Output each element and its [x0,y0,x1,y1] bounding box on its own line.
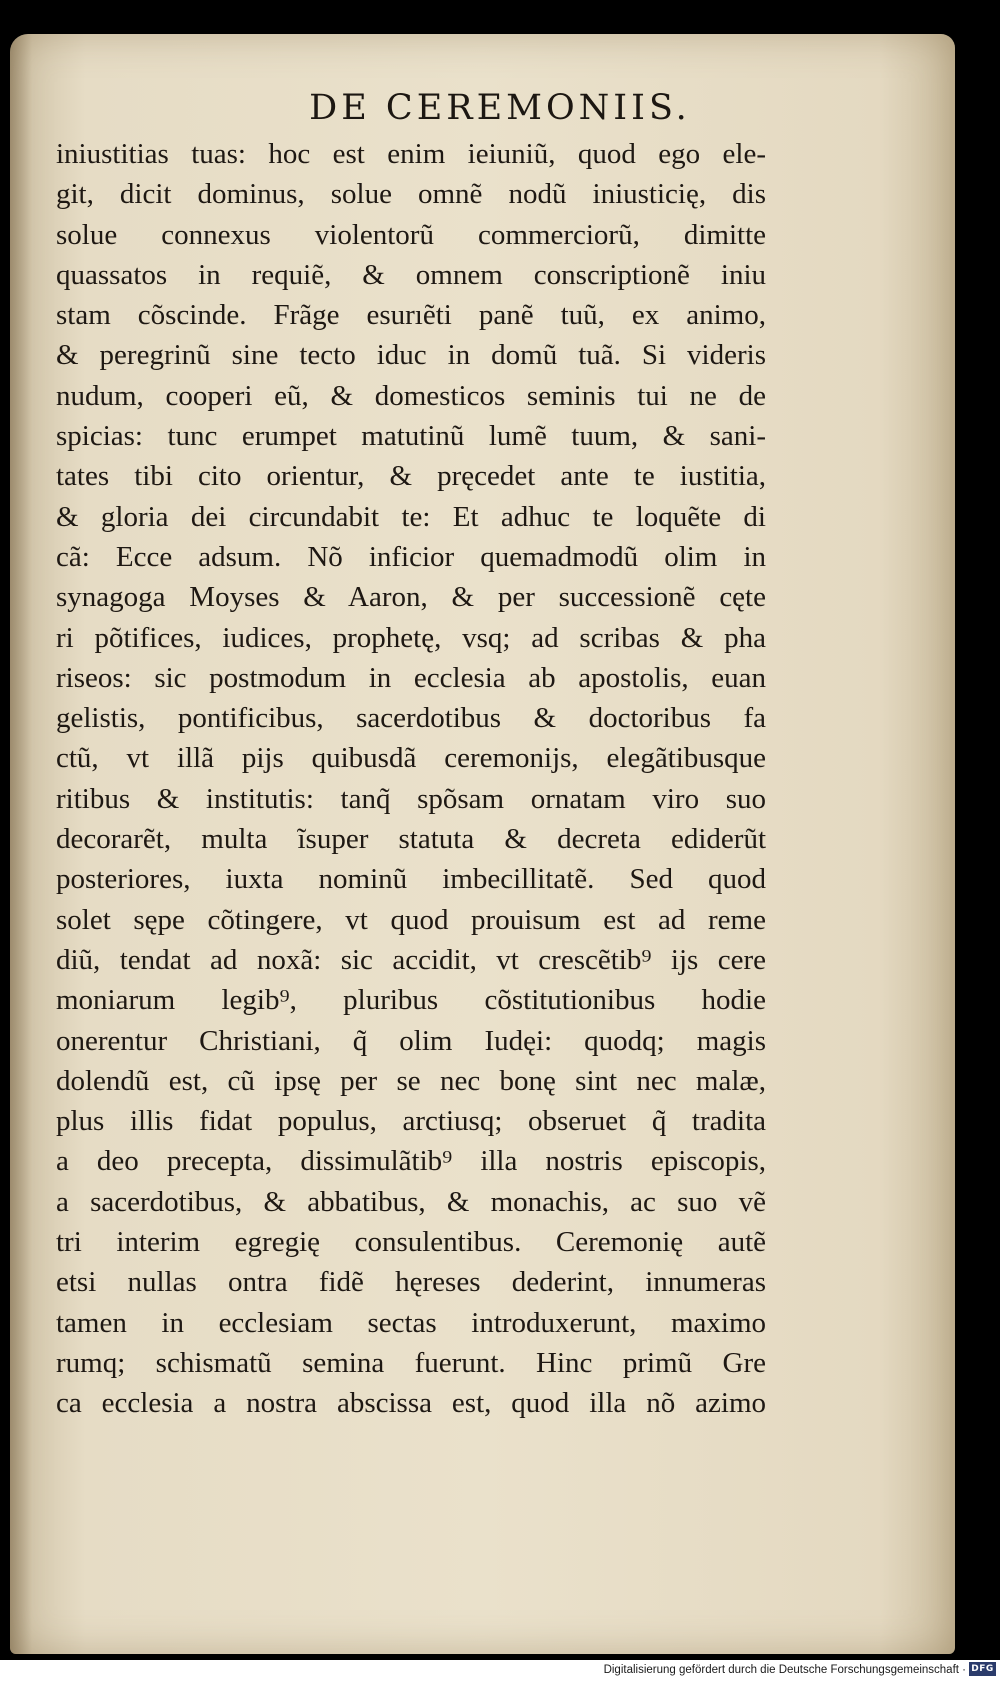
text-line: ca ecclesia a nostra abscissa est, quod illa nõ azimo [56,1387,766,1420]
text-line: a sacerdotibus, & abbatibus, & monachis, ac suo vẽ [56,1185,766,1218]
text-line: solet sępe cõtingere, vt quod prouisum est ad reme [56,903,766,936]
running-head-text: DE CEREMONIIS. [309,88,691,128]
text-line: nudum, cooperi eũ, & domesticos seminis tui ne de [56,379,766,412]
page-gutter-shadow [10,34,32,1654]
text-line: tamen in ecclesiam sectas introduxerunt, maximo [56,1306,766,1339]
text-line: ctũ, vt illã pijs quibusdã ceremonijs, elegãtibusque [56,742,766,775]
running-head [0,88,1000,128]
text-line: diũ, tendat ad noxã: sic accidit, vt crescẽtib⁹ ijs cere [56,943,766,976]
funding-credit: Digitalisierung gefördert durch die Deutsche Forschungsgemeinschaft · [603,1664,966,1676]
text-line: a deo precepta, dissimulãtib⁹ illa nostris episcopis, [56,1145,766,1178]
text-line: moniarum legib⁹, pluribus cõstitutionibus hodie [56,984,766,1017]
text-line: tates tibi cito orientur, & pręcedet ante te iustitia, [56,460,766,493]
text-line: decorarẽt, multa ĩsuper statuta & decreta ediderũt [56,823,766,856]
text-line: & peregrinũ sine tecto iduc in domũ tuã. Si videris [56,339,766,372]
text-line: stam cõscinde. Frãge esurıẽti panẽ tuũ, ex animo, [56,299,766,332]
text-line: ri põtifices, iudices, prophetę, vsq; ad scribas & pha [56,621,766,654]
text-line: gelistis, pontificibus, sacerdotibus & doctoribus fa [56,702,766,735]
text-line: spicias: tunc erumpet matutinũ lumẽ tuum, & sani- [56,420,766,453]
text-line: synagoga Moyses & Aaron, & per successionẽ cęte [56,581,766,614]
text-line: etsi nullas ontra fidẽ hęreses dederint, innumeras [56,1266,766,1299]
text-line: dolendũ est, cũ ipsę per se nec bonę sint nec malæ, [56,1064,766,1097]
text-line: & gloria dei circundabit te: Et adhuc te loquẽte di [56,500,766,533]
text-line: posteriores, iuxta nominũ imbecillitatẽ. Sed quod [56,863,766,896]
text-line: cã: Ecce adsum. Nõ inficior quemadmodũ olim in [56,540,766,573]
text-line: tri interim egregię consulentibus. Ceremonię autẽ [56,1226,766,1259]
text-line: ritibus & institutis: tanq̃ spõsam ornatam viro suo [56,782,766,815]
text-line: onerentur Christiani, q̃ olim Iudęi: quodq; magis [56,1024,766,1057]
text-line: iniustitias tuas: hoc est enim ieiuniũ, quod ego ele- [56,138,766,170]
text-line: rumq; schismatũ semina fuerunt. Hinc primũ Gre [56,1346,766,1379]
text-line: quassatos in requiẽ, & omnem conscriptionẽ iniu [56,258,766,291]
text-line: git, dicit dominus, solue omnẽ nodũ iniusticię, dis [56,178,766,211]
text-line: solue connexus violentorũ commerciorũ, dimitte [56,218,766,251]
text-line: riseos: sic postmodum in ecclesia ab apostolis, euan [56,661,766,694]
dfg-logo: DFG [969,1662,996,1676]
body-text [56,134,766,1424]
text-line: plus illis fidat populus, arctiusq; obseruet q̃ tradita [56,1105,766,1138]
